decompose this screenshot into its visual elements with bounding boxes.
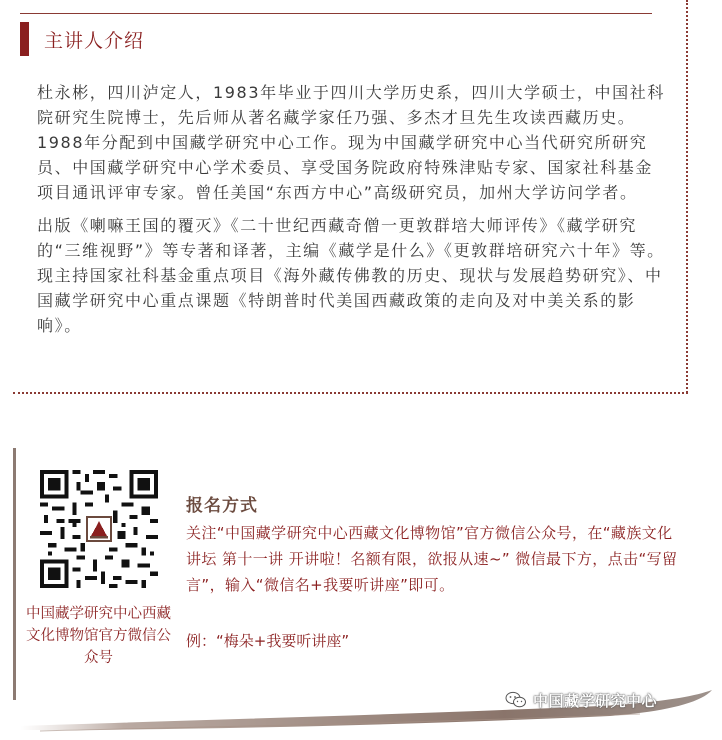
wechat-icon bbox=[505, 691, 527, 709]
top-divider bbox=[20, 13, 652, 14]
speaker-section-title: 主讲人介绍 bbox=[44, 30, 145, 52]
bio-paragraph-2: 出版《喇嘛王国的覆灭》《二十世纪西藏奇僧一更敦群培大师评传》《藏学研究的“三维视野”》等专著和译著，主编《藏学是什么》《更敦群培研究六十年》等。现主持国家社科基金重点项目《海外藏传佛教的历史、现状与发展趋势研究》、中国藏学研究中心重点课题《特朗普时代美国西藏政策的走向及对中美关系的影响》。 bbox=[37, 216, 665, 335]
speaker-bio bbox=[37, 80, 669, 346]
right-dotted-border bbox=[686, 0, 688, 393]
account-watermark bbox=[505, 688, 690, 712]
watermark-text: 中国藏学研究中心 bbox=[533, 691, 658, 710]
signup-section-title: 报名方式 bbox=[186, 496, 258, 516]
title-accent-bar bbox=[20, 22, 29, 56]
qr-code-icon[interactable] bbox=[40, 470, 158, 588]
signup-example: 例：“梅朵+我要听讲座” bbox=[186, 632, 350, 650]
bottom-dotted-border bbox=[13, 392, 688, 394]
qr-caption: 中国藏学研究中心西藏文化博物馆官方微信公众号 bbox=[26, 606, 171, 666]
signup-instructions: 关注“中国藏学研究中心西藏文化博物馆”官方微信公众号，在“藏族文化讲坛 第十一讲 开讲啦！名额有限，欲报从速~” 微信最下方，点击“写留言”，输入“微信名+我要听讲座”即可。 bbox=[186, 524, 678, 594]
bio-paragraph-1: 杜永彬，四川泸定人，1983年毕业于四川大学历史系，四川大学硕士，中国社科院研究生院博士，先后师从著名藏学家任乃强、多杰才旦先生攻读西藏历史。1988年分配到中国藏学研究中心工作。现为中国藏学研究中心当代研究所研究员、中国藏学研究中心学术委员、享受国务院政府特殊津贴专家、国家社科基金项目通讯评审专家。曾任美国“东西方中心”高级研究员，加州大学访问学者。 bbox=[37, 83, 665, 202]
signup-left-bar bbox=[13, 448, 16, 700]
